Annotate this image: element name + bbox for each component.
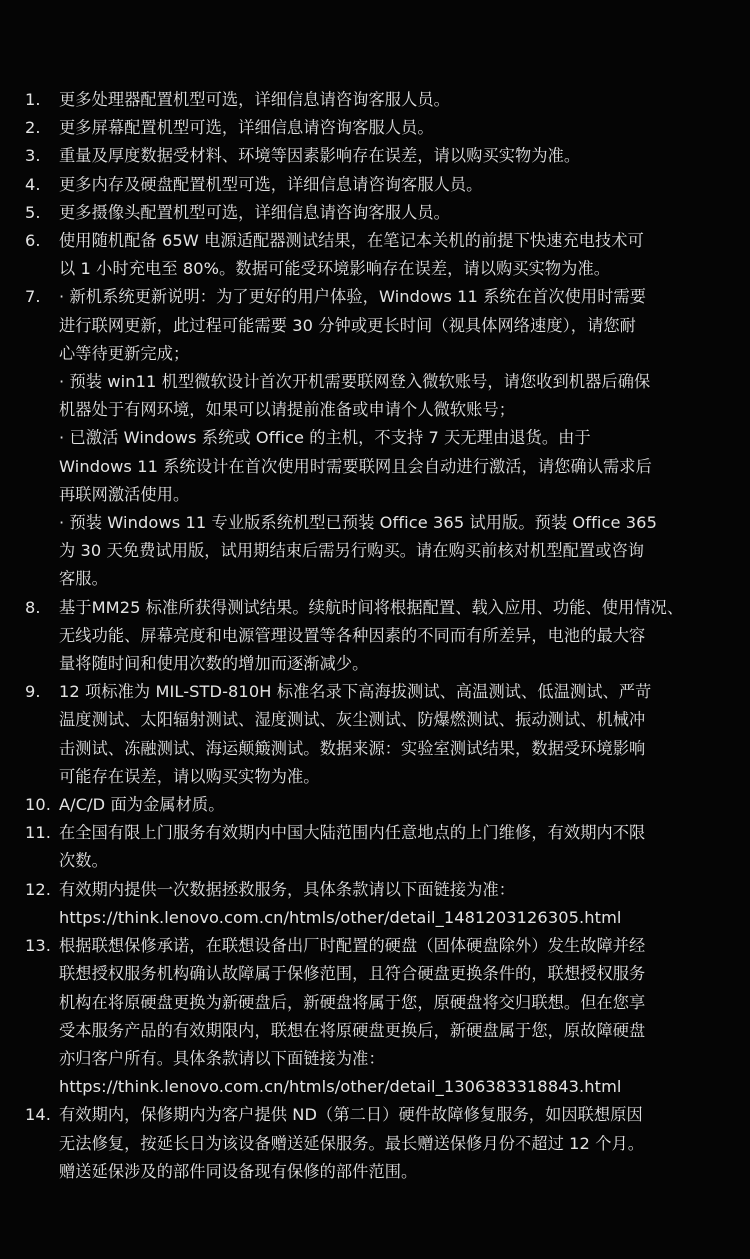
footnote-line: 基于MM25 标准所获得测试结果。续航时间将根据配置、载入应用、功能、使用情况、 <box>59 597 684 617</box>
footnote-line: 亦归客户所有。具体条款请以下面链接为准： <box>59 1048 385 1068</box>
footnote-number: 8. <box>25 597 41 617</box>
footnote-number: 9. <box>25 682 41 702</box>
footnote-line: 赠送延保涉及的部件同设备现有保修的部件范围。 <box>59 1161 418 1181</box>
footnote-item <box>0 678 750 791</box>
footnote-text <box>59 171 714 199</box>
footnote-line: · 新机系统更新说明：为了更好的用户体验，Windows 11 系统在首次使用时需要 <box>59 287 647 307</box>
footnote-text <box>59 86 714 114</box>
footnote-number: 10. <box>25 795 52 815</box>
footnote-text <box>59 594 714 679</box>
footnote-text <box>59 1101 714 1186</box>
footnote-line: 机器处于有网环境，如果可以请提前准备或申请个人微软账号； <box>59 400 516 420</box>
footnote-line: 根据联想保修承诺，在联想设备出厂时配置的硬盘（固体硬盘除外）发生故障并经 <box>59 936 646 956</box>
footnote-line: 联想授权服务机构确认故障属于保修范围，且符合硬盘更换条件的，联想授权服务 <box>59 964 646 984</box>
footnote-line: 为 30 天免费试用版，试用期结束后需另行购买。请在购买前核对机型配置或咨询 <box>59 541 645 561</box>
footnote-line: A/C/D 面为金属材质。 <box>59 795 225 815</box>
footnote-line: 更多摄像头配置机型可选，详细信息请咨询客服人员。 <box>59 202 450 222</box>
footnote-text <box>59 819 714 875</box>
footnote-item <box>0 594 750 679</box>
footnote-line: 心等待更新完成； <box>59 343 190 363</box>
footnote-text <box>59 142 714 170</box>
footnote-item <box>0 876 750 932</box>
footnote-line: 在全国有限上门服务有效期内中国大陆范围内任意地点的上门维修，有效期内不限 <box>59 823 646 843</box>
footnote-line: 更多屏幕配置机型可选，详细信息请咨询客服人员。 <box>59 118 434 138</box>
footnote-item <box>0 819 750 875</box>
footnote-text <box>59 227 714 283</box>
footnote-line: 无线功能、屏幕亮度和电源管理设置等各种因素的不同而有所差异，电池的最大容 <box>59 625 646 645</box>
footnote-number: 7. <box>25 287 41 307</box>
footnote-line: 无法修复，按延长日为该设备赠送延保服务。最长赠送保修月份不超过 12 个月。 <box>59 1133 645 1153</box>
footnote-line: https://think.lenovo.com.cn/htmls/other/detail_1306383318843.html <box>59 1077 622 1097</box>
footnote-number: 4. <box>25 174 41 194</box>
footnote-text <box>59 114 714 142</box>
footnote-line: 重量及厚度数据受材料、环境等因素影响存在误差，请以购买实物为准。 <box>59 146 581 166</box>
footnote-line: 温度测试、太阳辐射测试、湿度测试、灰尘测试、防爆燃测试、振动测试、机械冲 <box>59 710 646 730</box>
footnote-item <box>0 114 750 142</box>
footnote-number: 3. <box>25 146 41 166</box>
footnote-line: 使用随机配备 65W 电源适配器测试结果，在笔记本关机的前提下快速充电技术可 <box>59 231 644 251</box>
footnote-text <box>59 678 714 791</box>
footnote-item <box>0 199 750 227</box>
footnote-item <box>0 227 750 283</box>
footnote-line: 受本服务产品的有效期限内，联想在将原硬盘更换后，新硬盘属于您，原故障硬盘 <box>59 1020 646 1040</box>
footnote-line: 12 项标准为 MIL-STD-810H 标准名录下高海拔测试、高温测试、低温测试、严苛 <box>59 682 652 702</box>
footnote-line: 可能存在误差，请以购买实物为准。 <box>59 766 320 786</box>
footnote-line: · 预装 win11 机型微软设计首次开机需要联网登入微软账号，请您收到机器后确保 <box>59 372 651 392</box>
footnote-text <box>59 791 714 819</box>
footnote-line: 有效期内提供一次数据拯救服务，具体条款请以下面链接为准： <box>59 879 516 899</box>
footnote-number: 2. <box>25 118 41 138</box>
footnote-number: 12. <box>25 879 52 899</box>
footnote-number: 11. <box>25 823 52 843</box>
footnote-item <box>0 142 750 170</box>
footnote-line: 更多内存及硬盘配置机型可选，详细信息请咨询客服人员。 <box>59 174 483 194</box>
footnote-item <box>0 932 750 1101</box>
footnote-line: https://think.lenovo.com.cn/htmls/other/detail_1481203126305.html <box>59 907 622 927</box>
footnote-number: 14. <box>25 1105 52 1125</box>
footnote-line: 更多处理器配置机型可选，详细信息请咨询客服人员。 <box>59 90 450 109</box>
footnote-item <box>0 791 750 819</box>
footnote-number: 6. <box>25 231 41 251</box>
footnote-item <box>0 1101 750 1186</box>
footnote-item <box>0 283 750 593</box>
footnote-number: 5. <box>25 202 41 222</box>
footnote-line: · 已激活 Windows 系统或 Office 的主机，不支持 7 天无理由退货。由于 <box>59 428 591 448</box>
footnote-line: 量将随时间和使用次数的增加而逐渐减少。 <box>59 654 369 674</box>
footnote-line: 以 1 小时充电至 80%。数据可能受环境影响存在误差，请以购买实物为准。 <box>59 259 611 279</box>
footnote-item <box>0 171 750 199</box>
footnote-number: 1. <box>25 90 41 109</box>
footnote-line: 有效期内，保修期内为客户提供 ND（第二日）硬件故障修复服务，如因联想原因 <box>59 1105 643 1125</box>
footnote-line: 机构在将原硬盘更换为新硬盘后，新硬盘将属于您，原硬盘将交归联想。但在您享 <box>59 992 646 1012</box>
footnote-line: 进行联网更新，此过程可能需要 30 分钟或更长时间（视具体网络速度），请您耐 <box>59 315 636 335</box>
footnote-line: 次数。 <box>59 851 108 871</box>
footnote-line: 再联网激活使用。 <box>59 484 190 504</box>
footnote-text <box>59 199 714 227</box>
footnote-line: Windows 11 系统设计在首次使用时需要联网且会自动进行激活，请您确认需求后 <box>59 456 652 476</box>
footnotes-list <box>0 86 750 1186</box>
footnote-line: 客服。 <box>59 569 108 589</box>
footnote-line: 击测试、冻融测试、海运颠簸测试。数据来源：实验室测试结果，数据受环境影响 <box>59 738 646 758</box>
footnote-line: · 预装 Windows 11 专业版系统机型已预装 Office 365 试用版。预装 Office 365 <box>59 513 657 533</box>
footnote-number: 13. <box>25 936 52 956</box>
footnote-text <box>59 876 714 932</box>
footnote-text <box>59 932 714 1101</box>
footnote-item <box>0 86 750 114</box>
footnote-text <box>59 283 714 593</box>
